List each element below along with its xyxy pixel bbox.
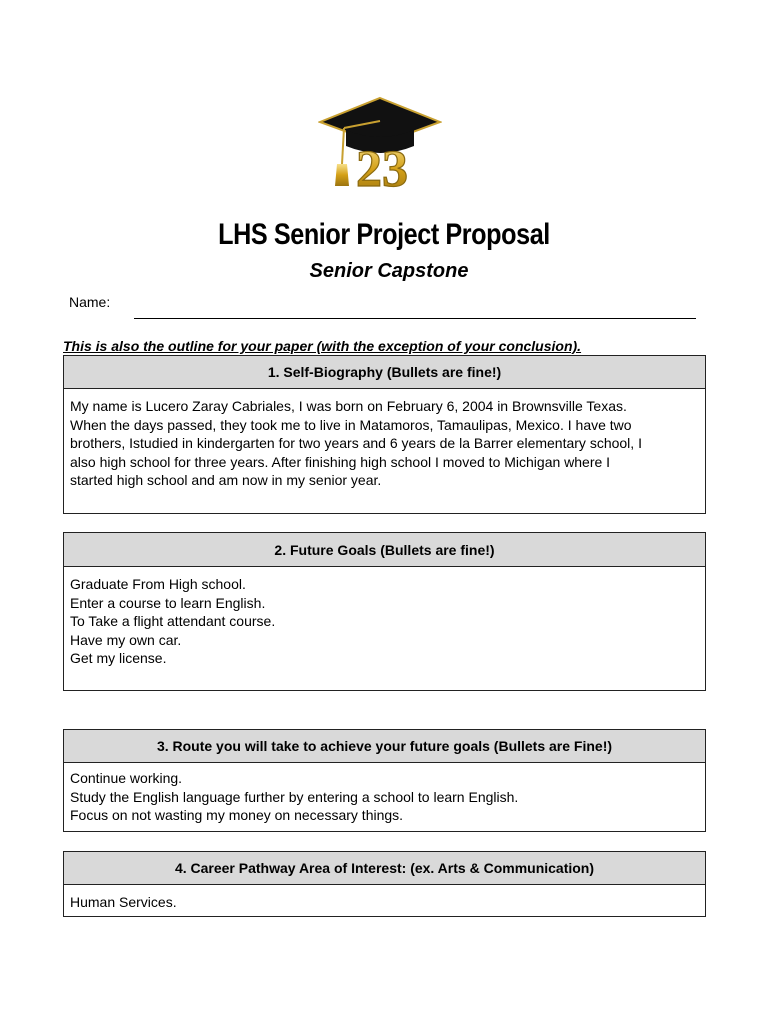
list-item: Human Services.	[70, 894, 177, 910]
page-subtitle: Senior Capstone	[309, 260, 469, 282]
list-item: Have my own car.	[70, 631, 182, 648]
text-line: started high school and am now in my senior year.	[70, 472, 382, 488]
list-item: Get my license.	[70, 650, 167, 666]
list-item: To Take a flight attendant course.	[70, 613, 276, 629]
section-heading: 1. Self-Biography (Bullets are fine!)	[64, 356, 705, 389]
text-line: brothers, Istudied in kindergarten for two years and 6 years de la Barrer elementary school, I	[70, 435, 642, 451]
section-self-biography	[63, 355, 706, 514]
text-line: When the days passed, they took me to live in Matamoros, Tamaulipas, Mexico. I have two	[70, 416, 632, 433]
text-line: My name is Lucero Zaray Cabriales, I was born on February 6, 2004 in Brownsville Texas.	[70, 398, 627, 414]
name-label: Name:	[69, 294, 111, 310]
section-heading: 2. Future Goals (Bullets are fine!)	[64, 533, 705, 567]
graduation-cap-logo	[318, 94, 442, 192]
list-item: Continue working.	[70, 770, 183, 786]
page-title: LHS Senior Project Proposal	[218, 218, 550, 251]
section-heading: 3. Route you will take to achieve your future goals (Bullets are Fine!)	[64, 730, 705, 763]
name-field[interactable]	[134, 318, 696, 319]
section-body[interactable]	[64, 885, 705, 912]
list-item: Graduate From High school.	[70, 576, 246, 592]
section-future-goals	[63, 532, 706, 691]
text-line: also high school for three years. After finishing high school I moved to Michigan where I	[70, 453, 611, 470]
section-route-to-goals	[63, 729, 706, 832]
section-body[interactable]	[64, 763, 705, 825]
list-item: Study the English language further by entering a school to learn English.	[70, 788, 519, 805]
section-career-pathway	[63, 851, 706, 917]
outline-note: This is also the outline for your paper (with the exception of your conclusion).	[63, 338, 582, 354]
list-item: Enter a course to learn English.	[70, 594, 266, 611]
section-heading: 4. Career Pathway Area of Interest: (ex. Arts & Communication)	[64, 852, 705, 885]
list-item: Focus on not wasting my money on necessary things.	[70, 807, 404, 823]
section-body[interactable]	[64, 389, 705, 490]
logo-numerals: 23	[356, 141, 408, 192]
section-body[interactable]	[64, 567, 705, 668]
